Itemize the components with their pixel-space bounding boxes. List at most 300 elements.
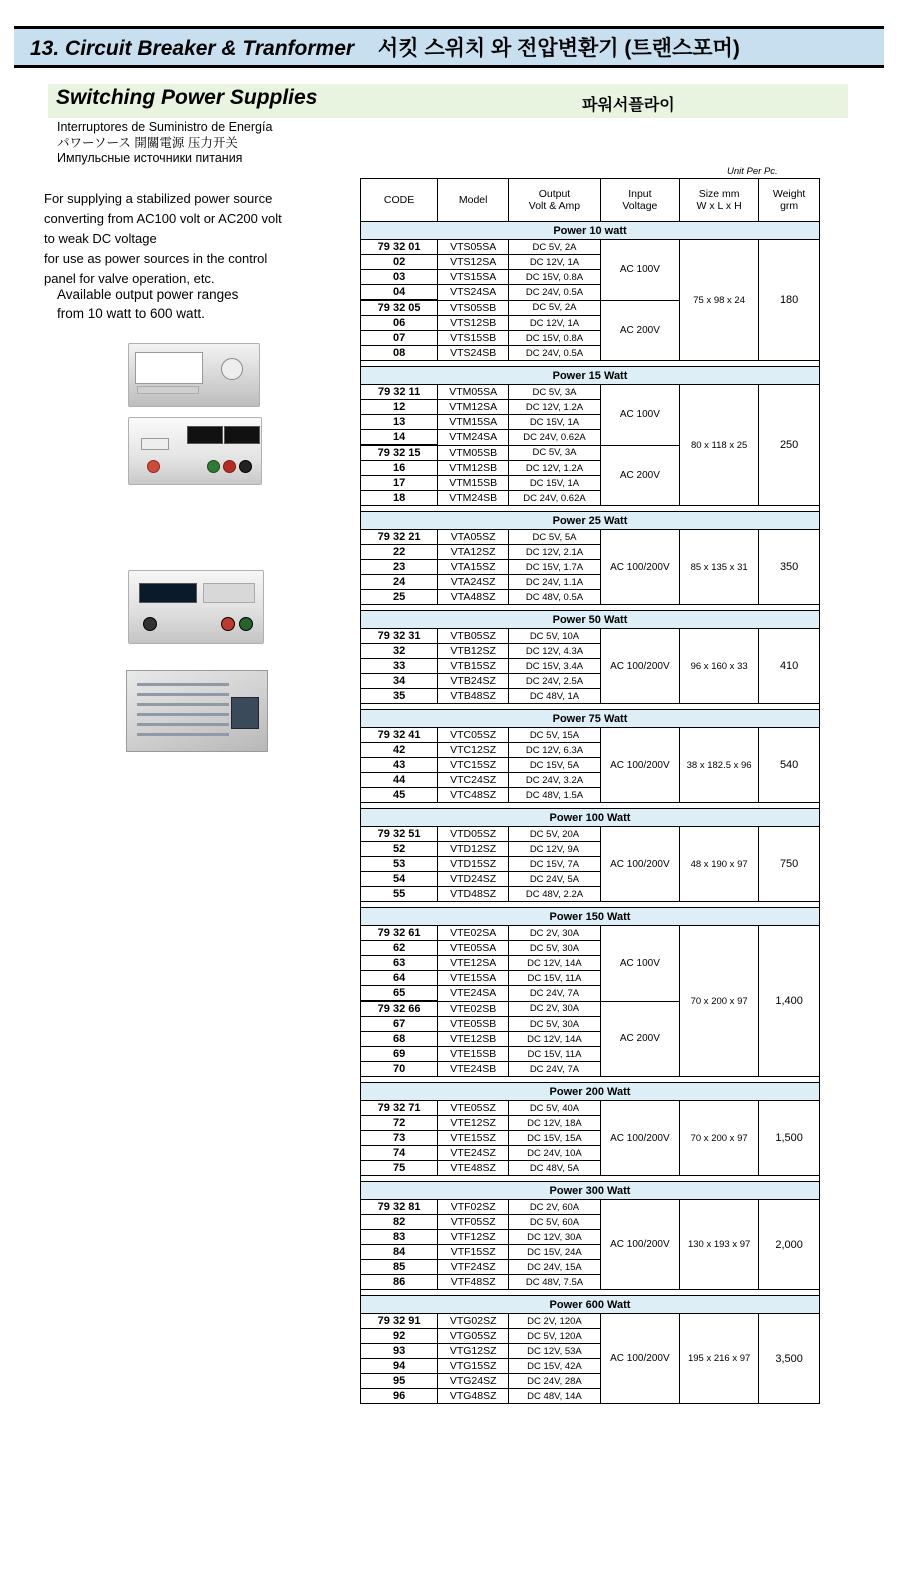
cell-output: DC 48V, 0.5A [509,590,601,605]
cell-code: 35 [361,689,438,704]
cell-output: DC 5V, 20A [509,827,601,842]
cell-model: VTG24SZ [438,1374,509,1389]
cell-code: 44 [361,773,438,788]
photo-heatsink-fin [137,683,229,686]
cell-model: VTM15SA [438,415,509,430]
cell-code: 25 [361,590,438,605]
cell-code: 79 32 15 [361,445,438,461]
cell-output: DC 15V, 1A [509,415,601,430]
cell-code: 63 [361,956,438,971]
cell-code: 72 [361,1116,438,1131]
cell-model: VTS12SB [438,316,509,331]
description-line-5: panel for valve operation, etc. [44,271,215,286]
section-heading: Power 300 Watt [361,1182,820,1200]
cell-input-voltage: AC 200V [600,1001,679,1077]
photo-display-right [224,426,260,444]
cell-weight: 540 [759,728,820,803]
cell-size: 70 x 200 x 97 [680,1101,759,1176]
cell-model: VTA05SZ [438,530,509,545]
cell-code: 03 [361,270,438,285]
subtitle-japanese: パワーソース 開關電源 压力开关 [57,135,238,150]
section-heading-row [361,367,820,385]
cell-code: 69 [361,1047,438,1062]
description-line-2: converting from AC100 volt or AC200 volt [44,211,282,226]
photo-keypad [203,583,255,603]
cell-output: DC 5V, 3A [509,445,601,461]
cell-output: DC 15V, 24A [509,1245,601,1260]
cell-model: VTB12SZ [438,644,509,659]
col-header-output-line1: Output [538,188,571,200]
cell-input-voltage: AC 100/200V [600,1200,679,1290]
cell-code: 14 [361,430,438,446]
cell-output: DC 24V, 5A [509,872,601,887]
cell-model: VTF24SZ [438,1260,509,1275]
cell-model: VTA15SZ [438,560,509,575]
cell-input-voltage: AC 100V [600,926,679,1002]
table-row [361,530,820,545]
cell-code: 64 [361,971,438,986]
section-heading-row [361,1182,820,1200]
cell-output: DC 15V, 42A [509,1359,601,1374]
cell-model: VTG48SZ [438,1389,509,1404]
cell-output: DC 5V, 60A [509,1215,601,1230]
section-heading: Power 100 Watt [361,809,820,827]
cell-output: DC 12V, 14A [509,956,601,971]
section-heading: Power 600 Watt [361,1296,820,1314]
banner-title-kr: 서킷 스위치 와 전압변환기 (트랜스포머) [377,37,740,60]
description-line-3: to weak DC voltage [44,231,157,246]
cell-output: DC 24V, 7A [509,1062,601,1077]
cell-code: 62 [361,941,438,956]
photo-dial [221,358,243,380]
cell-code: 74 [361,1146,438,1161]
cell-model: VTB15SZ [438,659,509,674]
table-header [361,179,820,222]
cell-output: DC 15V, 7A [509,857,601,872]
cell-model: VTF05SZ [438,1215,509,1230]
cell-model: VTD48SZ [438,887,509,902]
cell-output: DC 5V, 30A [509,1017,601,1032]
product-photo-dual-display-supply [128,417,262,485]
cell-output: DC 15V, 11A [509,971,601,986]
cell-code: 45 [361,788,438,803]
cell-code: 94 [361,1359,438,1374]
cell-weight: 180 [759,240,820,361]
banner-title-en: 13. Circuit Breaker & Tranformer [30,37,355,60]
cell-size: 80 x 118 x 25 [680,385,759,506]
cell-code: 17 [361,476,438,491]
cell-size: 130 x 193 x 97 [680,1200,759,1290]
cell-code: 79 32 01 [361,240,438,255]
cell-output: DC 12V, 18A [509,1116,601,1131]
table-row [361,1200,820,1215]
photo-switch [141,438,169,450]
cell-output: DC 48V, 1.5A [509,788,601,803]
cell-code: 95 [361,1374,438,1389]
cell-output: DC 12V, 9A [509,842,601,857]
cell-model: VTM24SB [438,491,509,506]
cell-model: VTF15SZ [438,1245,509,1260]
cell-code: 85 [361,1260,438,1275]
cell-weight: 2,000 [759,1200,820,1290]
cell-output: DC 15V, 1.7A [509,560,601,575]
cell-code: 79 32 51 [361,827,438,842]
cell-output: DC 24V, 2.5A [509,674,601,689]
section-heading: Power 15 Watt [361,367,820,385]
cell-model: VTC24SZ [438,773,509,788]
cell-model: VTF02SZ [438,1200,509,1215]
cell-size: 48 x 190 x 97 [680,827,759,902]
section-heading: Power 150 Watt [361,908,820,926]
cell-output: DC 12V, 6.3A [509,743,601,758]
cell-code: 06 [361,316,438,331]
cell-size: 96 x 160 x 33 [680,629,759,704]
section-heading: Power 75 Watt [361,710,820,728]
cell-output: DC 5V, 30A [509,941,601,956]
cell-weight: 350 [759,530,820,605]
product-photo-programmable-supply [128,570,264,644]
cell-code: 79 32 41 [361,728,438,743]
photo-transformer-block [231,697,259,729]
photo-terminal-red [221,617,235,631]
cell-model: VTS15SB [438,331,509,346]
cell-output: DC 12V, 1.2A [509,400,601,415]
section-heading-row [361,809,820,827]
unit-note: Unit Per Pc. [727,166,778,177]
col-header-input [600,179,679,222]
col-header-size-line2: W x L x H [696,200,742,212]
cell-output: DC 48V, 7.5A [509,1275,601,1290]
cell-code: 86 [361,1275,438,1290]
cell-model: VTC05SZ [438,728,509,743]
photo-knob-black [239,460,252,473]
cell-output: DC 5V, 2A [509,240,601,255]
table-row [361,385,820,400]
cell-output: DC 5V, 10A [509,629,601,644]
cell-code: 53 [361,857,438,872]
cell-model: VTM24SA [438,430,509,446]
cell-model: VTS05SB [438,300,509,316]
cell-output: DC 24V, 1.1A [509,575,601,590]
section-heading: Power 10 watt [361,222,820,240]
cell-input-voltage: AC 200V [600,300,679,361]
photo-panel-face [135,352,203,384]
col-header-output-line2: Volt & Amp [528,200,581,212]
cell-output: DC 12V, 30A [509,1230,601,1245]
cell-output: DC 12V, 4.3A [509,644,601,659]
cell-output: DC 24V, 10A [509,1146,601,1161]
cell-model: VTD24SZ [438,872,509,887]
cell-model: VTS24SB [438,346,509,361]
cell-model: VTM05SB [438,445,509,461]
section-heading: Power 50 Watt [361,611,820,629]
cell-output: DC 15V, 3.4A [509,659,601,674]
cell-weight: 1,400 [759,926,820,1077]
cell-weight: 3,500 [759,1314,820,1404]
cell-model: VTM15SB [438,476,509,491]
cell-code: 13 [361,415,438,430]
col-header-output [509,179,601,222]
cell-output: DC 48V, 2.2A [509,887,601,902]
cell-code: 68 [361,1032,438,1047]
photo-heatsink-fin [137,713,229,716]
cell-model: VTE15SZ [438,1131,509,1146]
table-row [361,1101,820,1116]
cell-model: VTE15SB [438,1047,509,1062]
cell-code: 23 [361,560,438,575]
section-heading-row [361,222,820,240]
cell-model: VTM12SA [438,400,509,415]
cell-model: VTF48SZ [438,1275,509,1290]
page-title: Switching Power Supplies [56,86,318,109]
cell-code: 02 [361,255,438,270]
col-header-weight-line2: grm [780,200,799,212]
cell-model: VTF12SZ [438,1230,509,1245]
cell-output: DC 15V, 5A [509,758,601,773]
cell-model: VTG05SZ [438,1329,509,1344]
section-heading-row [361,1083,820,1101]
cell-code: 79 32 11 [361,385,438,400]
cell-input-voltage: AC 100V [600,240,679,301]
cell-model: VTS15SA [438,270,509,285]
cell-model: VTB24SZ [438,674,509,689]
cell-model: VTS24SA [438,285,509,301]
section-heading-row [361,1296,820,1314]
cell-size: 85 x 135 x 31 [680,530,759,605]
photo-display-left [187,426,223,444]
cell-code: 24 [361,575,438,590]
cell-model: VTD12SZ [438,842,509,857]
table-row [361,827,820,842]
col-header-weight-line1: Weight [772,188,806,200]
product-photo-open-frame-supply [126,670,268,752]
subtitle-russian: Импульсные источники питания [57,151,243,165]
cell-code: 18 [361,491,438,506]
cell-model: VTB48SZ [438,689,509,704]
cell-model: VTE24SZ [438,1146,509,1161]
col-header-input-line1: Input [628,188,652,200]
section-heading-row [361,512,820,530]
cell-model: VTG12SZ [438,1344,509,1359]
cell-model: VTE24SA [438,986,509,1002]
cell-model: VTM05SA [438,385,509,400]
photo-lcd [139,583,197,603]
col-header-input-line2: Voltage [622,200,658,212]
col-header-model: Model [438,179,509,222]
cell-code: 04 [361,285,438,301]
cell-model: VTC15SZ [438,758,509,773]
cell-output: DC 24V, 15A [509,1260,601,1275]
page-title-korean: 파워서플라이 [582,97,675,114]
banner-text [14,32,740,62]
cell-weight: 750 [759,827,820,902]
cell-code: 42 [361,743,438,758]
col-header-size-line1: Size mm [698,188,740,200]
cell-output: DC 24V, 7A [509,986,601,1002]
description-line-4: for use as power sources in the control [44,251,268,266]
cell-code: 12 [361,400,438,415]
cell-model: VTS12SA [438,255,509,270]
cell-weight: 250 [759,385,820,506]
cell-code: 43 [361,758,438,773]
photo-terminal-green [239,617,253,631]
cell-code: 73 [361,1131,438,1146]
cell-weight: 1,500 [759,1101,820,1176]
cell-model: VTE12SZ [438,1116,509,1131]
section-heading-row [361,611,820,629]
cell-output: DC 2V, 60A [509,1200,601,1215]
cell-size: 70 x 200 x 97 [680,926,759,1077]
photo-control-row [137,386,199,394]
description-block [44,190,359,290]
cell-code: 54 [361,872,438,887]
cell-size: 75 x 98 x 24 [680,240,759,361]
cell-input-voltage: AC 100/200V [600,530,679,605]
cell-output: DC 24V, 0.5A [509,346,601,361]
cell-code: 84 [361,1245,438,1260]
availability-line-2: from 10 watt to 600 watt. [57,306,205,321]
cell-output: DC 15V, 0.8A [509,270,601,285]
section-heading-row [361,710,820,728]
cell-output: DC 24V, 0.62A [509,491,601,506]
section-heading: Power 200 Watt [361,1083,820,1101]
cell-size: 38 x 182.5 x 96 [680,728,759,803]
cell-code: 52 [361,842,438,857]
cell-output: DC 15V, 11A [509,1047,601,1062]
cell-model: VTE05SA [438,941,509,956]
cell-output: DC 48V, 1A [509,689,601,704]
section-heading-row [361,908,820,926]
col-header-size [680,179,759,222]
photo-heatsink-fin [137,723,229,726]
cell-model: VTE05SB [438,1017,509,1032]
cell-output: DC 5V, 40A [509,1101,601,1116]
subtitle-block [57,120,357,167]
cell-model: VTM12SB [438,461,509,476]
cell-code: 33 [361,659,438,674]
cell-input-voltage: AC 100/200V [600,728,679,803]
photo-heatsink-fin [137,693,229,696]
section-banner [14,26,884,68]
cell-code: 22 [361,545,438,560]
photo-knob-red-2 [223,460,236,473]
cell-model: VTE48SZ [438,1161,509,1176]
cell-output: DC 12V, 1A [509,255,601,270]
cell-code: 93 [361,1344,438,1359]
cell-output: DC 5V, 2A [509,300,601,316]
cell-output: DC 5V, 5A [509,530,601,545]
cell-code: 79 32 21 [361,530,438,545]
cell-output: DC 2V, 120A [509,1314,601,1329]
cell-code: 70 [361,1062,438,1077]
cell-input-voltage: AC 100/200V [600,1101,679,1176]
cell-output: DC 24V, 28A [509,1374,601,1389]
cell-code: 79 32 05 [361,300,438,316]
cell-model: VTE24SB [438,1062,509,1077]
table-row [361,1314,820,1329]
cell-model: VTB05SZ [438,629,509,644]
product-photo-bench-supply [128,343,260,407]
cell-code: 79 32 31 [361,629,438,644]
cell-model: VTA48SZ [438,590,509,605]
cell-model: VTE05SZ [438,1101,509,1116]
cell-output: DC 12V, 1A [509,316,601,331]
cell-code: 79 32 61 [361,926,438,941]
photo-heatsink-fin [137,733,229,736]
cell-code: 16 [361,461,438,476]
col-header-code: CODE [361,179,438,222]
cell-code: 65 [361,986,438,1002]
cell-output: DC 2V, 30A [509,926,601,941]
cell-code: 92 [361,1329,438,1344]
photo-power-knob [143,617,157,631]
photo-heatsink-fin [137,703,229,706]
table-row [361,728,820,743]
cell-model: VTG15SZ [438,1359,509,1374]
cell-model: VTD05SZ [438,827,509,842]
section-heading: Power 25 Watt [361,512,820,530]
cell-model: VTE15SA [438,971,509,986]
cell-output: DC 48V, 5A [509,1161,601,1176]
cell-output: DC 15V, 1A [509,476,601,491]
col-header-weight [759,179,820,222]
cell-code: 82 [361,1215,438,1230]
cell-weight: 410 [759,629,820,704]
cell-code: 32 [361,644,438,659]
cell-model: VTE02SB [438,1001,509,1017]
cell-code: 96 [361,1389,438,1404]
cell-code: 79 32 66 [361,1001,438,1017]
cell-output: DC 5V, 120A [509,1329,601,1344]
cell-model: VTE12SB [438,1032,509,1047]
cell-output: DC 12V, 14A [509,1032,601,1047]
cell-code: 83 [361,1230,438,1245]
cell-code: 75 [361,1161,438,1176]
cell-code: 55 [361,887,438,902]
cell-code: 08 [361,346,438,361]
cell-input-voltage: AC 100/200V [600,1314,679,1404]
cell-output: DC 12V, 2.1A [509,545,601,560]
cell-size: 195 x 216 x 97 [680,1314,759,1404]
cell-model: VTS05SA [438,240,509,255]
cell-input-voltage: AC 200V [600,445,679,506]
table-body [361,222,820,1404]
photo-knob-red [147,460,160,473]
cell-code: 67 [361,1017,438,1032]
cell-code: 07 [361,331,438,346]
products-table [360,178,820,1404]
cell-model: VTA12SZ [438,545,509,560]
table-row [361,629,820,644]
cell-model: VTA24SZ [438,575,509,590]
cell-code: 34 [361,674,438,689]
cell-output: DC 48V, 14A [509,1389,601,1404]
cell-output: DC 24V, 0.5A [509,285,601,301]
cell-input-voltage: AC 100/200V [600,827,679,902]
cell-output: DC 12V, 53A [509,1344,601,1359]
photo-knob-green [207,460,220,473]
cell-output: DC 24V, 3.2A [509,773,601,788]
cell-model: VTG02SZ [438,1314,509,1329]
cell-output: DC 2V, 30A [509,1001,601,1017]
cell-code: 79 32 91 [361,1314,438,1329]
subtitle-spanish: Interruptores de Suministro de Energía [57,120,273,134]
availability-line-1: Available output power ranges [57,287,239,302]
table-row [361,240,820,255]
cell-model: VTE12SA [438,956,509,971]
cell-input-voltage: AC 100V [600,385,679,446]
cell-code: 79 32 71 [361,1101,438,1116]
